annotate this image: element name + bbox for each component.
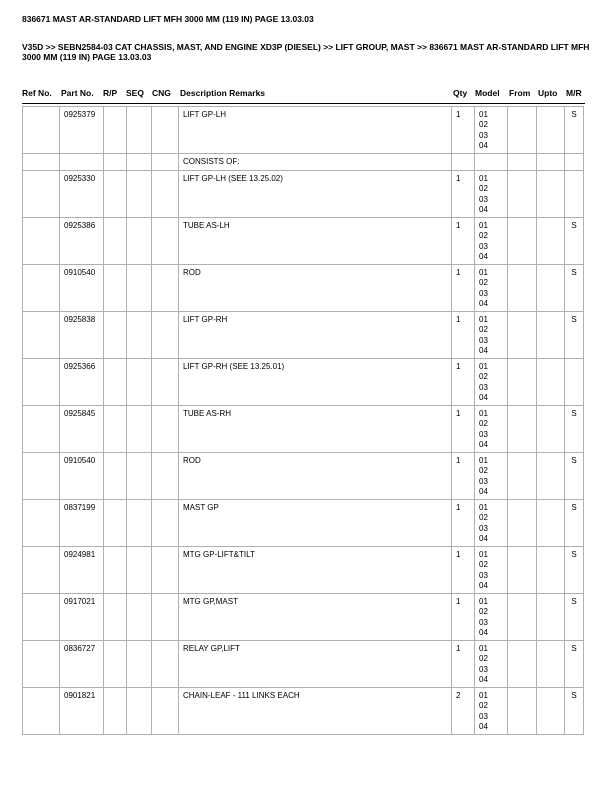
model-code: 04 <box>479 345 488 355</box>
model-code: 02 <box>479 184 488 194</box>
model-code: 04 <box>479 580 488 590</box>
model-code: 04 <box>479 674 488 684</box>
from-cell <box>508 107 537 154</box>
seq-cell <box>127 688 152 735</box>
model-cell <box>475 641 508 688</box>
description-cell: LIFT GP-LH (SEE 13.25.02) <box>179 171 452 218</box>
description-cell: TUBE AS-LH <box>179 218 452 265</box>
part-no-cell <box>60 154 104 171</box>
model-cell <box>475 265 508 312</box>
model-code: 01 <box>479 315 488 324</box>
rp-cell <box>104 107 127 154</box>
seq-cell <box>127 453 152 500</box>
table-row <box>23 107 584 154</box>
model-cell <box>475 154 508 171</box>
col-seq: SEQ <box>126 88 144 98</box>
qty-cell: 1 <box>452 406 475 453</box>
table-row <box>23 453 584 500</box>
model-code: 02 <box>479 231 488 241</box>
rp-cell <box>104 641 127 688</box>
table-row <box>23 171 584 218</box>
from-cell <box>508 500 537 547</box>
ref-no-cell <box>23 406 60 453</box>
from-cell <box>508 688 537 735</box>
rp-cell <box>104 265 127 312</box>
from-cell <box>508 453 537 500</box>
from-cell <box>508 265 537 312</box>
upto-cell <box>537 171 565 218</box>
model-code: 01 <box>479 221 488 230</box>
model-code: 01 <box>479 644 488 653</box>
model-code: 04 <box>479 204 488 214</box>
model-code: 03 <box>479 570 488 580</box>
model-code: 01 <box>479 174 488 183</box>
rp-cell <box>104 453 127 500</box>
description-cell: MAST GP <box>179 500 452 547</box>
model-code: 02 <box>479 701 488 711</box>
mr-cell: S <box>565 218 584 265</box>
description-cell: MTG GP,MAST <box>179 594 452 641</box>
qty-cell: 1 <box>452 171 475 218</box>
model-code: 01 <box>479 597 488 606</box>
seq-cell <box>127 359 152 406</box>
model-code: 03 <box>479 130 488 140</box>
parts-table <box>22 106 584 735</box>
cng-cell <box>152 312 179 359</box>
part-no-cell: 0910540 <box>60 265 104 312</box>
model-code: 03 <box>479 335 488 345</box>
rp-cell <box>104 154 127 171</box>
model-code: 04 <box>479 298 488 308</box>
breadcrumb: V35D >> SEBN2584-03 CAT CHASSIS, MAST, AND ENGINE XD3P (DIESEL) >> LIFT GROUP, MAST >> 836671 MAST AR-STANDARD LIFT MFH 3000 MM (119 IN) PAGE 13.03.03 <box>22 42 590 62</box>
model-code: 03 <box>479 288 488 298</box>
seq-cell <box>127 641 152 688</box>
rp-cell <box>104 547 127 594</box>
description-cell: RELAY GP,LIFT <box>179 641 452 688</box>
mr-cell: S <box>565 107 584 154</box>
upto-cell <box>537 641 565 688</box>
model-code: 01 <box>479 268 488 277</box>
from-cell <box>508 594 537 641</box>
part-no-cell: 0901821 <box>60 688 104 735</box>
table-row <box>23 359 584 406</box>
cng-cell <box>152 359 179 406</box>
part-no-cell: 0924981 <box>60 547 104 594</box>
description-cell: LIFT GP-RH (SEE 13.25.01) <box>179 359 452 406</box>
model-code: 03 <box>479 523 488 533</box>
qty-cell: 1 <box>452 107 475 154</box>
model-code: 03 <box>479 382 488 392</box>
model-code: 02 <box>479 513 488 523</box>
ref-no-cell <box>23 265 60 312</box>
model-code: 04 <box>479 486 488 496</box>
part-no-cell: 0910540 <box>60 453 104 500</box>
col-rp: R/P <box>103 88 118 98</box>
model-code: 03 <box>479 664 488 674</box>
table-row <box>23 154 584 171</box>
ref-no-cell <box>23 218 60 265</box>
upto-cell <box>537 265 565 312</box>
from-cell <box>508 406 537 453</box>
rp-cell <box>104 406 127 453</box>
upto-cell <box>537 107 565 154</box>
rp-cell <box>104 500 127 547</box>
model-code: 04 <box>479 392 488 402</box>
mr-cell: S <box>565 500 584 547</box>
rp-cell <box>104 218 127 265</box>
description-cell: CHAIN-LEAF - 111 LINKS EACH <box>179 688 452 735</box>
model-code: 04 <box>479 140 488 150</box>
model-code: 01 <box>479 550 488 559</box>
cng-cell <box>152 218 179 265</box>
page-title: 836671 MAST AR-STANDARD LIFT MFH 3000 MM (119 IN) PAGE 13.03.03 <box>22 14 314 24</box>
mr-cell <box>565 171 584 218</box>
from-cell <box>508 312 537 359</box>
seq-cell <box>127 107 152 154</box>
model-code: 01 <box>479 503 488 512</box>
rp-cell <box>104 171 127 218</box>
model-cell <box>475 688 508 735</box>
seq-cell <box>127 547 152 594</box>
seq-cell <box>127 171 152 218</box>
model-cell <box>475 107 508 154</box>
upto-cell <box>537 688 565 735</box>
model-code: 02 <box>479 466 488 476</box>
model-code: 04 <box>479 533 488 543</box>
upto-cell <box>537 594 565 641</box>
part-no-cell: 0925838 <box>60 312 104 359</box>
ref-no-cell <box>23 547 60 594</box>
upto-cell <box>537 312 565 359</box>
seq-cell <box>127 154 152 171</box>
description-cell: MTG GP-LIFT&TILT <box>179 547 452 594</box>
cng-cell <box>152 547 179 594</box>
col-ref-no: Ref No. <box>22 88 52 98</box>
model-code: 02 <box>479 607 488 617</box>
model-cell <box>475 171 508 218</box>
model-code: 02 <box>479 372 488 382</box>
part-no-cell: 0837199 <box>60 500 104 547</box>
seq-cell <box>127 406 152 453</box>
col-description: Description Remarks <box>180 88 266 98</box>
description-cell: LIFT GP-LH <box>179 107 452 154</box>
description-cell: TUBE AS-RH <box>179 406 452 453</box>
table-row <box>23 406 584 453</box>
model-cell <box>475 453 508 500</box>
qty-cell: 1 <box>452 359 475 406</box>
model-code: 01 <box>479 691 488 700</box>
upto-cell <box>537 453 565 500</box>
model-code: 03 <box>479 711 488 721</box>
mr-cell: S <box>565 265 584 312</box>
upto-cell <box>537 359 565 406</box>
model-code: 04 <box>479 251 488 261</box>
ref-no-cell <box>23 312 60 359</box>
qty-cell: 1 <box>452 641 475 688</box>
mr-cell: S <box>565 641 584 688</box>
cng-cell <box>152 154 179 171</box>
model-code: 01 <box>479 362 488 371</box>
seq-cell <box>127 312 152 359</box>
table-row <box>23 688 584 735</box>
header-divider <box>22 103 585 104</box>
cng-cell <box>152 453 179 500</box>
ref-no-cell <box>23 500 60 547</box>
qty-cell: 1 <box>452 218 475 265</box>
model-code: 04 <box>479 721 488 731</box>
part-no-cell: 0925366 <box>60 359 104 406</box>
model-cell <box>475 359 508 406</box>
from-cell <box>508 359 537 406</box>
ref-no-cell <box>23 359 60 406</box>
upto-cell <box>537 500 565 547</box>
from-cell <box>508 218 537 265</box>
model-cell <box>475 312 508 359</box>
model-cell <box>475 594 508 641</box>
description-cell: CONSISTS OF: <box>179 154 452 171</box>
qty-cell: 1 <box>452 312 475 359</box>
part-no-cell: 0925379 <box>60 107 104 154</box>
ref-no-cell <box>23 688 60 735</box>
table-row <box>23 312 584 359</box>
part-no-cell: 0917021 <box>60 594 104 641</box>
model-code: 01 <box>479 110 488 119</box>
description-cell: ROD <box>179 453 452 500</box>
model-code: 01 <box>479 409 488 418</box>
part-no-cell: 0836727 <box>60 641 104 688</box>
ref-no-cell <box>23 107 60 154</box>
model-code: 03 <box>479 476 488 486</box>
mr-cell: S <box>565 312 584 359</box>
qty-cell: 1 <box>452 547 475 594</box>
qty-cell: 1 <box>452 594 475 641</box>
model-code: 03 <box>479 429 488 439</box>
seq-cell <box>127 218 152 265</box>
table-row <box>23 641 584 688</box>
model-code: 03 <box>479 241 488 251</box>
ref-no-cell <box>23 641 60 688</box>
cng-cell <box>152 265 179 312</box>
ref-no-cell <box>23 171 60 218</box>
mr-cell: S <box>565 406 584 453</box>
model-code: 02 <box>479 120 488 130</box>
mr-cell: S <box>565 547 584 594</box>
rp-cell <box>104 312 127 359</box>
rp-cell <box>104 688 127 735</box>
ref-no-cell <box>23 594 60 641</box>
ref-no-cell <box>23 154 60 171</box>
upto-cell <box>537 154 565 171</box>
col-part-no: Part No. <box>61 88 94 98</box>
cng-cell <box>152 107 179 154</box>
model-cell <box>475 218 508 265</box>
cng-cell <box>152 171 179 218</box>
model-code: 04 <box>479 439 488 449</box>
cng-cell <box>152 594 179 641</box>
table-row <box>23 218 584 265</box>
table-row <box>23 594 584 641</box>
cng-cell <box>152 406 179 453</box>
table-row <box>23 500 584 547</box>
col-mr: M/R <box>566 88 582 98</box>
table-row <box>23 265 584 312</box>
table-row <box>23 547 584 594</box>
from-cell <box>508 547 537 594</box>
model-code: 03 <box>479 194 488 204</box>
from-cell <box>508 171 537 218</box>
part-no-cell: 0925845 <box>60 406 104 453</box>
col-from: From <box>509 88 531 98</box>
qty-cell: 1 <box>452 500 475 547</box>
model-code: 02 <box>479 560 488 570</box>
seq-cell <box>127 500 152 547</box>
upto-cell <box>537 406 565 453</box>
cng-cell <box>152 641 179 688</box>
mr-cell <box>565 154 584 171</box>
rp-cell <box>104 359 127 406</box>
col-upto: Upto <box>538 88 558 98</box>
model-code: 02 <box>479 325 488 335</box>
model-cell <box>475 547 508 594</box>
model-code: 01 <box>479 456 488 465</box>
model-cell <box>475 406 508 453</box>
column-header-row <box>0 88 612 100</box>
part-no-cell: 0925386 <box>60 218 104 265</box>
mr-cell <box>565 359 584 406</box>
from-cell <box>508 641 537 688</box>
upto-cell <box>537 218 565 265</box>
model-code: 02 <box>479 278 488 288</box>
col-cng: CNG <box>152 88 171 98</box>
model-cell <box>475 500 508 547</box>
mr-cell: S <box>565 594 584 641</box>
model-code: 02 <box>479 419 488 429</box>
qty-cell: 1 <box>452 453 475 500</box>
parts-table-body <box>23 107 584 735</box>
seq-cell <box>127 594 152 641</box>
col-qty: Qty <box>453 88 468 98</box>
qty-cell: 2 <box>452 688 475 735</box>
qty-cell: 1 <box>452 265 475 312</box>
part-no-cell: 0925330 <box>60 171 104 218</box>
model-code: 04 <box>479 627 488 637</box>
col-model: Model <box>475 88 500 98</box>
from-cell <box>508 154 537 171</box>
description-cell: ROD <box>179 265 452 312</box>
description-cell: LIFT GP-RH <box>179 312 452 359</box>
mr-cell: S <box>565 453 584 500</box>
qty-cell <box>452 154 475 171</box>
upto-cell <box>537 547 565 594</box>
cng-cell <box>152 500 179 547</box>
mr-cell: S <box>565 688 584 735</box>
ref-no-cell <box>23 453 60 500</box>
cng-cell <box>152 688 179 735</box>
model-code: 02 <box>479 654 488 664</box>
seq-cell <box>127 265 152 312</box>
model-code: 03 <box>479 617 488 627</box>
rp-cell <box>104 594 127 641</box>
